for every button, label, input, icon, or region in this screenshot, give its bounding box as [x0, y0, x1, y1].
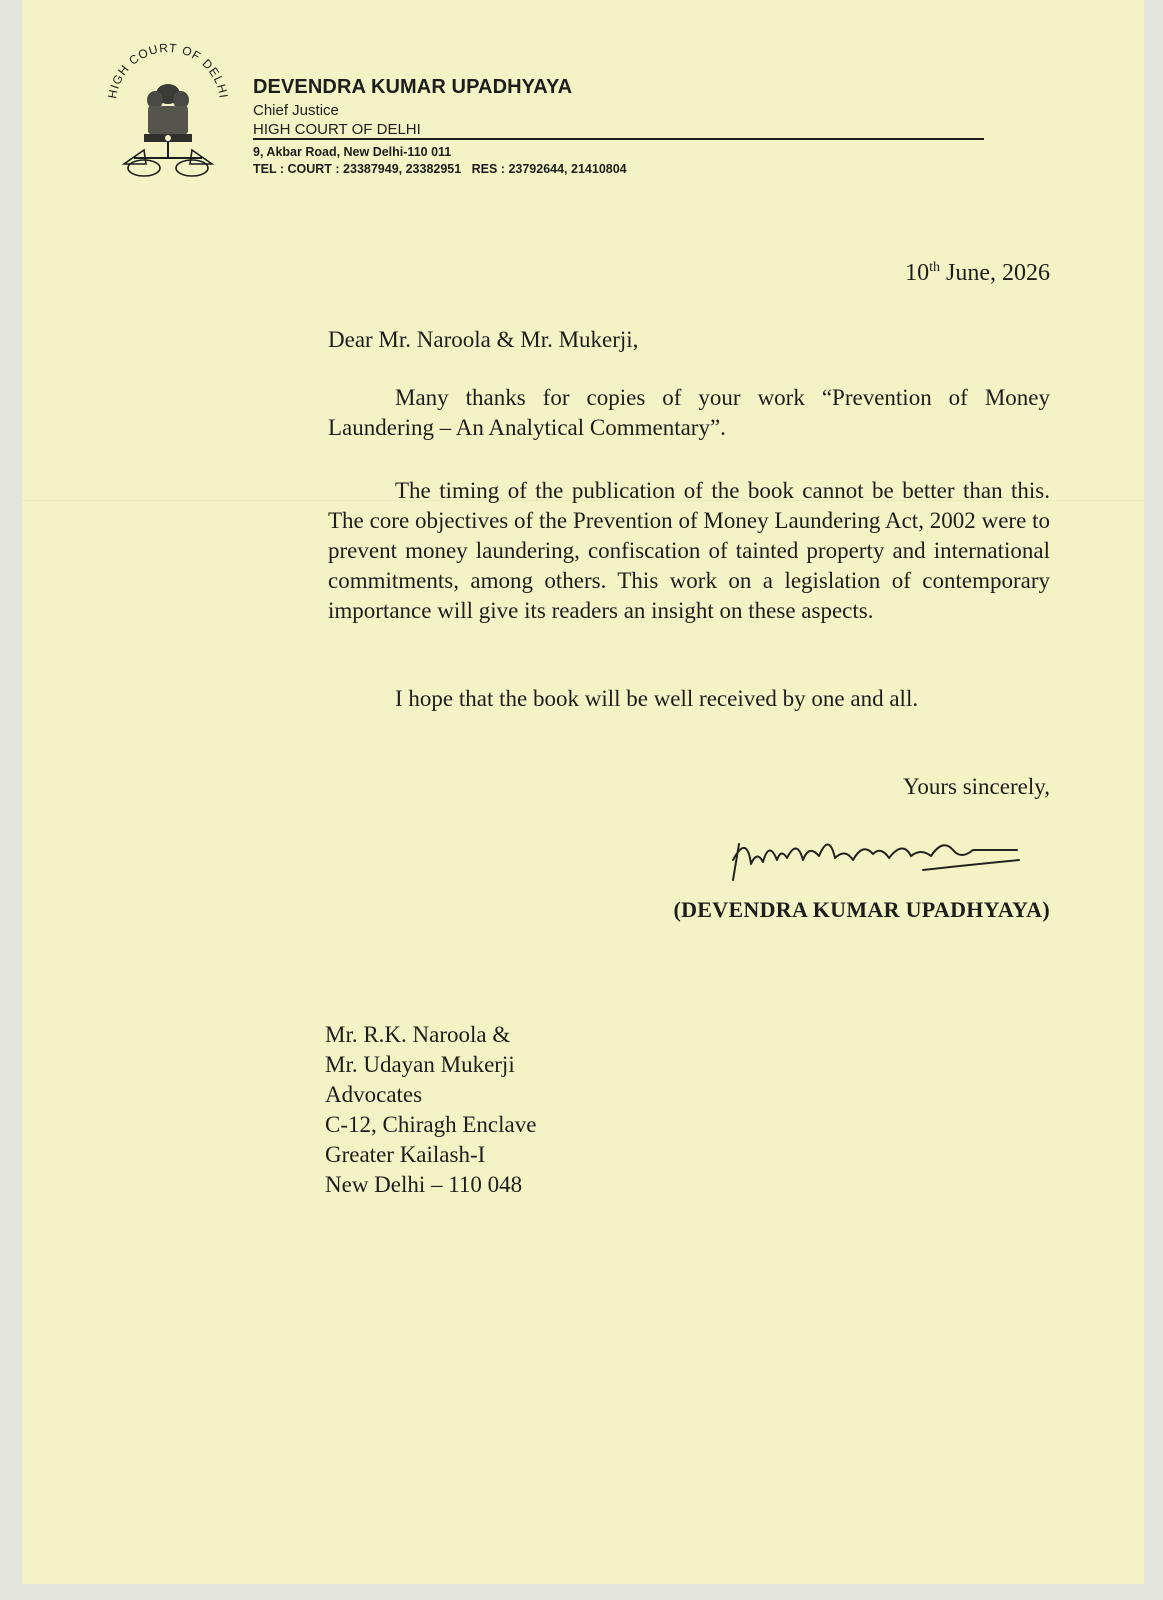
letter-date	[905, 260, 1050, 287]
letterhead-name: DEVENDRA KUMAR UPADHYAYA	[253, 76, 573, 98]
body-paragraph-2: The timing of the publication of the book cannot be better than this. The core objectives of the Prevention of Money Laundering Act, 2002 were to prevent money laundering, confiscation of tainted property and international commitments, among others. This work on a legislation of contemporary importance will give its readers an insight on these aspects.	[328, 478, 1050, 623]
letterhead-phones: TEL : COURT : 23387949, 23382951 RES : 23792644, 21410804	[253, 162, 627, 176]
addressee-line: Mr. Udayan Mukerji	[325, 1052, 515, 1077]
body-paragraph-3: I hope that the book will be well received by one and all.	[395, 686, 919, 711]
handwritten-signature	[717, 820, 1037, 900]
letterhead-title: Chief Justice	[253, 102, 339, 119]
letterhead-divider	[253, 138, 984, 140]
body-paragraph-1: Many thanks for copies of your work “Prevention of Money Laundering – An Analytical Commentary”.	[328, 385, 1050, 440]
letter-page	[22, 0, 1144, 1584]
addressee-line: New Delhi – 110 048	[325, 1172, 523, 1197]
salutation: Dear Mr. Naroola & Mr. Mukerji,	[328, 327, 639, 352]
addressee-line: Greater Kailash-I	[325, 1142, 486, 1167]
closing: Yours sincerely,	[903, 774, 1050, 799]
svg-text:HIGH COURT OF DELHI: HIGH COURT OF DELHI	[105, 42, 231, 100]
addressee-line: Mr. R.K. Naroola &	[325, 1022, 511, 1047]
addressee-block	[325, 1020, 536, 1200]
high-court-emblem-icon	[98, 42, 238, 202]
date-rest: June, 2026	[940, 260, 1050, 286]
letterhead-court: HIGH COURT OF DELHI	[253, 121, 421, 138]
date-suffix: th	[929, 260, 940, 275]
letterhead-address: 9, Akbar Road, New Delhi-110 011	[253, 145, 452, 159]
signatory-name: (DEVENDRA KUMAR UPADHYAYA)	[673, 897, 1050, 922]
addressee-line: Advocates	[325, 1082, 423, 1107]
date-day: 10	[905, 260, 930, 286]
addressee-line: C-12, Chiragh Enclave	[325, 1112, 537, 1137]
